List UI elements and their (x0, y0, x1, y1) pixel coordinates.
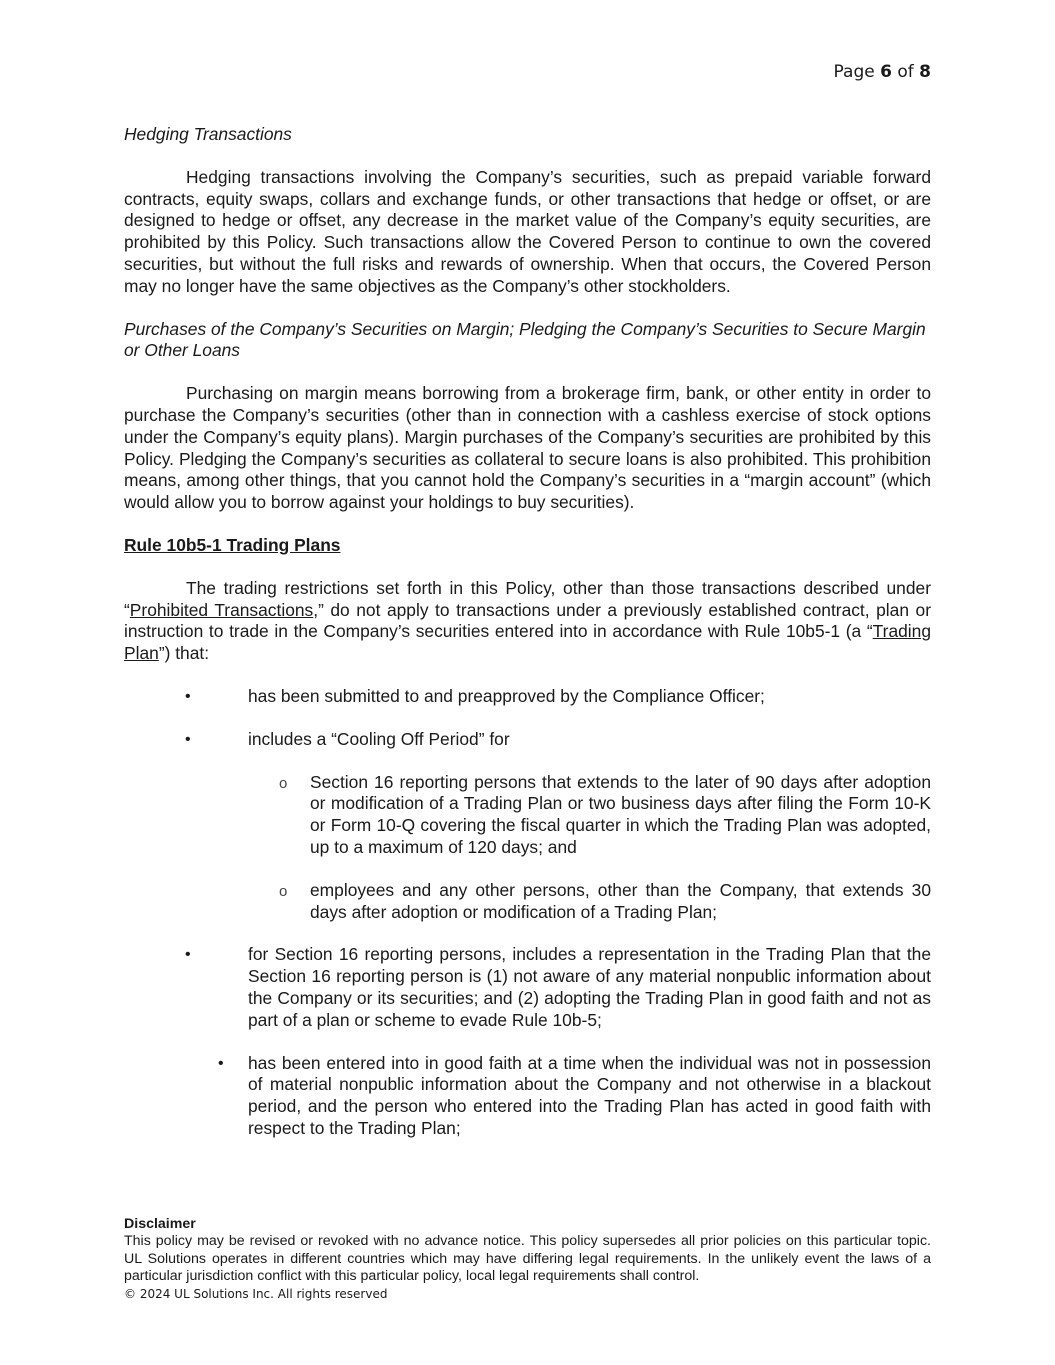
margin-paragraph: Purchasing on margin means borrowing from a brokerage firm, bank, or other entity in order to purchase the Company’s securities (other than in connection with a cashless exercise of stock options under the Company’s equity plans). Margin purchases of the Company’s securities are prohibited by this Policy. Pledging the Company’s securities as collateral to secure loans is also prohibited. This prohibition means, among other things, that you cannot hold the Company’s securities in a “margin account” (which would allow you to borrow against your holdings to buy securities). (124, 383, 931, 513)
bullet-mark: • (185, 946, 191, 964)
margin-heading: Purchases of the Company’s Securities on Margin; Pledging the Company’s Securities to Secure Margin or Other Loans (124, 318, 926, 361)
prohibited-transactions-ref: Prohibited Transactions (129, 599, 314, 620)
rule-intro-paragraph (124, 578, 931, 665)
page-total: 8 (919, 62, 931, 82)
bullet-mark: • (185, 730, 191, 748)
sub-item-text: employees and any other persons, other than the Company, that extends 30 days after adoption or modification of a Trading Plan; (310, 879, 931, 922)
document-body (124, 124, 931, 1140)
sub-bullet-mark: o (279, 882, 288, 900)
bullet-text: has been submitted to and preapproved by the Compliance Officer; (248, 685, 765, 706)
page-current: 6 (880, 62, 892, 82)
bullet-text: includes a “Cooling Off Period” for (248, 728, 510, 749)
rule-10b5-1-heading: Rule 10b5-1 Trading Plans (124, 534, 341, 555)
bullet-text: for Section 16 reporting persons, includes a representation in the Trading Plan that the Section 16 reporting person is (1) not aware of any material nonpublic information about the Company or its securities; and (2) adopting the Trading Plan in good faith and not as part of a plan or scheme to evade Rule 10b-5; (248, 944, 931, 1030)
trading-plan-ref: Trading Plan (124, 621, 931, 664)
copyright-notice: © 2024 UL Solutions Inc. All rights reserved (124, 1286, 388, 1301)
bullet-mark: • (218, 1054, 224, 1072)
page-word: Page (833, 62, 875, 82)
sub-item-text: Section 16 reporting persons that extends to the later of 90 days after adoption or modification of a Trading Plan or two business days after filing the Form 10-K or Form 10-Q covering the fiscal quarter in which the Trading Plan was adopted, up to a maximum of 120 days; and (310, 771, 931, 857)
bullet-item-good-faith (124, 1053, 931, 1140)
disclaimer-text: This policy may be revised or revoked with no advance notice. This policy supersedes all prior policies on this particular topic. UL Solutions operates in different countries which may have differing legal requirements. In the unlikely event the laws of a particular jurisdiction conflict with this particular policy, local legal requirements shall control. (124, 1233, 931, 1285)
rule-intro-text-b: ,” do not apply to transactions under a previously established contract, plan or instruction to trade in the Company’s securities entered into in accordance with Rule 10b5-1 (a “ (124, 599, 931, 642)
sub-item-employees (124, 880, 931, 924)
bullet-item-representation (124, 944, 931, 1031)
footer-disclaimer (124, 1216, 931, 1303)
rule-intro-text-c: ”) that: (158, 643, 210, 664)
disclaimer-heading: Disclaimer (124, 1216, 196, 1232)
hedging-heading: Hedging Transactions (124, 124, 292, 144)
hedging-paragraph: Hedging transactions involving the Company’s securities, such as prepaid variable forward contracts, equity swaps, collars and exchange funds, or other transactions that hedge or offset, or are designed to hedge or offset, any decrease in the market value of the Company’s equity securities, are prohibited by this Policy. Such transactions allow the Covered Person to continue to own the covered securities, but without the full risks and rewards of ownership. When that occurs, the Covered Person may no longer have the same objectives as the Company’s other stockholders. (124, 166, 931, 296)
sub-bullet-mark: o (279, 774, 288, 792)
page-of: of (897, 62, 914, 82)
bullet-mark: • (185, 687, 191, 705)
page-number (834, 62, 931, 82)
rule-intro-text-a: The trading restrictions set forth in this Policy, other than those transactions described under “ (124, 577, 931, 620)
bullet-item-cooling-off (124, 729, 931, 751)
bullet-text: has been entered into in good faith at a time when the individual was not in possession of material nonpublic information about the Company and not otherwise in a blackout period, and the person who entered into the Trading Plan has acted in good faith with respect to the Trading Plan; (248, 1052, 931, 1138)
sub-item-section-16 (124, 772, 931, 859)
bullet-item-preapproved (124, 686, 931, 708)
